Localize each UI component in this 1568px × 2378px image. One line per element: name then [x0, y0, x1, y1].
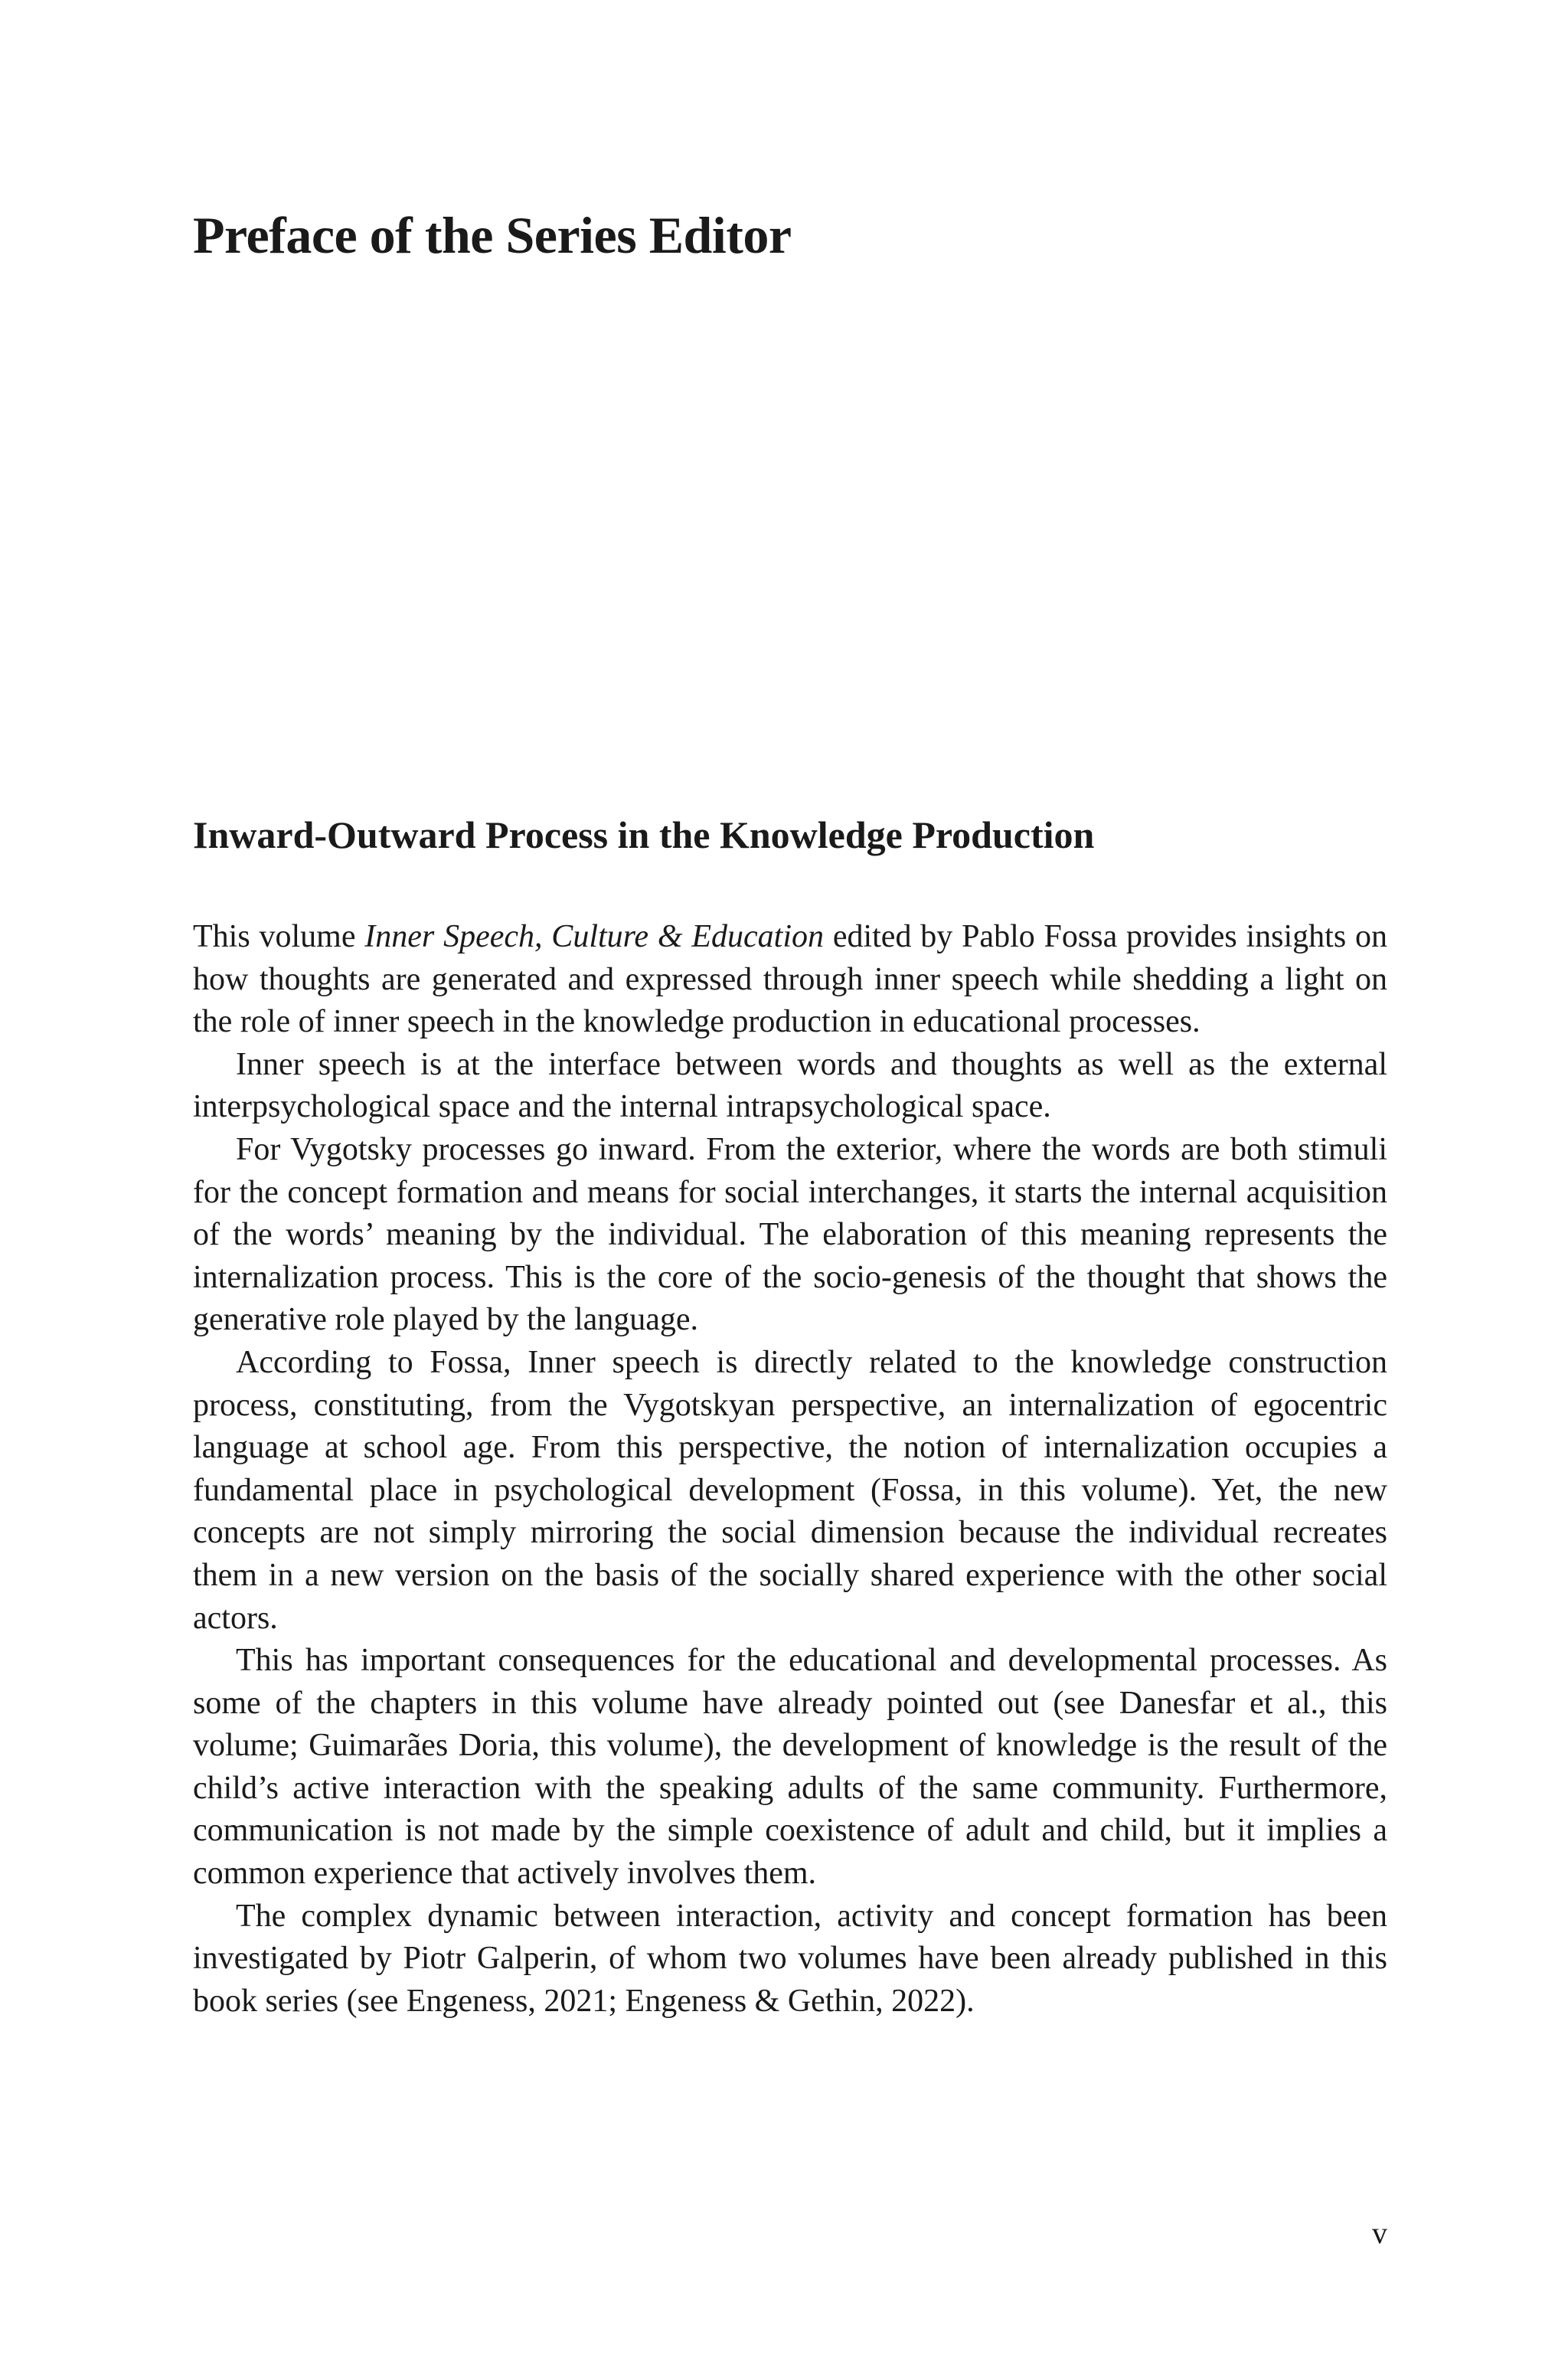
paragraph-3: For Vygotsky processes go inward. From the exterior, where the words are both stimuli for the concept formation and means for social interchanges, it starts the internal acquisition of the words’ meaning by the individual. The elaboration of this meaning represents the internalization process. This is the core of the socio-genesis of the thought that shows the generative role played by the language.	[193, 1131, 1387, 1338]
paragraph-1	[193, 916, 1387, 1044]
chapter-title: Preface of the Series Editor	[193, 206, 792, 264]
paragraph-6: The complex dynamic between interaction, activity and concept formation has been investigated by Piotr Galperin, of whom two volumes have been already published in this book series (see Engeness, 2021; Engeness & Gethin, 2022).	[193, 1898, 1387, 2019]
paragraph-1-rest: edited by Pablo Fossa provides insights on how thoughts are generated and expressed through inner speech while shedding a light on the role of inner speech in the knowledge production in educational processes.	[193, 919, 1388, 1040]
paragraph-2: Inner speech is at the interface between words and thoughts as well as the external interpsychological space and the internal intrapsychological space.	[193, 1046, 1387, 1125]
section-title: Inward-Outward Process in the Knowledge Production	[193, 813, 1095, 856]
book-title: Inner Speech, Culture & Education	[364, 919, 825, 954]
body-text	[193, 916, 1387, 2023]
page-number: v	[1372, 2216, 1387, 2250]
paragraph-5: This has important consequences for the educational and developmental processes. As some of the chapters in this volume have already pointed out (see Danesfar et al., this volume; Guimarães Doria, this volume), the development of knowledge is the result of the child’s active interaction with the speaking adults of the same community. Furthermore, communication is not made by the simple coexistence of adult and child, but it implies a common experience that actively involves them.	[193, 1643, 1387, 1892]
paragraph-4: According to Fossa, Inner speech is directly related to the knowledge construction process, constituting, from the Vygotskyan perspective, an internalization of egocentric language at school age. From this perspective, the notion of internalization occupies a fundamental place in psychological development (Fossa, in this volume). Yet, the new concepts are not simply mirroring the social dimension because the individual recreates them in a new version on the basis of the socially shared experience with the other social actors.	[193, 1344, 1387, 1636]
paragraph-1-lead: This volume	[193, 919, 365, 954]
